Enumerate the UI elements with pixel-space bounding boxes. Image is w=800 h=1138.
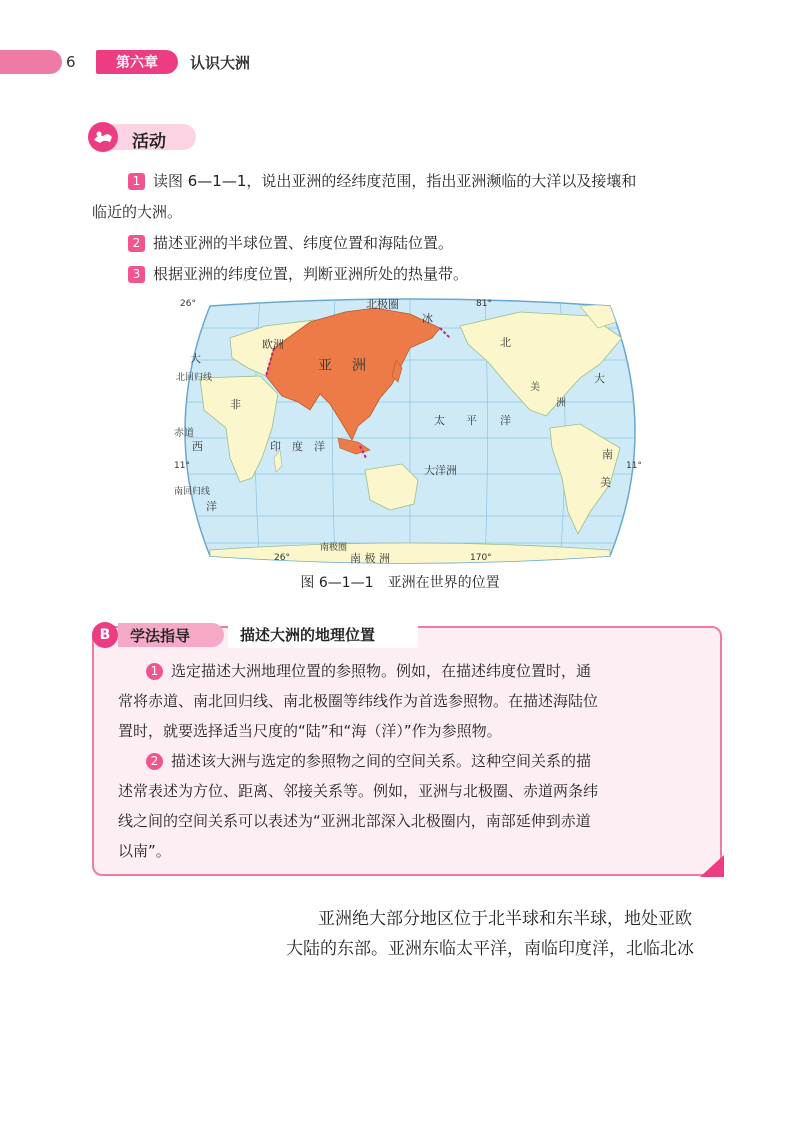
guide-paragraph-2: 2 描述该大洲与选定的参照物之间的空间关系。这种空间关系的描 述常表述为方位、距离、邻接关系等。例如，亚洲与北极圈、赤道两条纬 线之间的空间关系可以表述为“亚洲北部深入北极圈内，南部延伸到赤道 以南”。: [118, 752, 599, 860]
map-label: 南极圈: [320, 543, 348, 553]
number-badge: 1: [128, 173, 145, 190]
map-label: 洋: [314, 440, 325, 453]
activity-header: [88, 122, 198, 152]
map-label: 北: [500, 336, 511, 349]
map-label: 洲: [352, 358, 366, 374]
guide-icon: B: [92, 622, 118, 648]
guide-title: 描述大洲的地理位置: [240, 626, 376, 644]
map-label: 26°: [274, 553, 290, 563]
number-badge: 3: [128, 266, 145, 283]
page-fold-corner: [700, 855, 724, 877]
figure-caption: 图 6—1—1 亚洲在世界的位置: [300, 575, 500, 591]
header-accent-bar: [0, 50, 62, 74]
activity-item-3: [128, 259, 468, 290]
map-label: 11°: [626, 461, 642, 471]
body-line-1: 亚洲绝大部分地区位于北半球和东半球，地处亚欧: [318, 909, 692, 929]
map-label: 81°: [476, 299, 492, 309]
number-circle: 1: [146, 663, 163, 680]
map-label: 印: [270, 440, 281, 453]
activity-item-1-continued: 临近的大洲。: [92, 203, 183, 221]
map-label: 赤道: [174, 428, 194, 439]
guide-paragraph-1: 1 选定描述大洲地理位置的参照物。例如，在描述纬度位置时，通 常将赤道、南北回归线、南北极圈等纬线作为首选参照物。在描述海陆位 置时，就要选择适当尺度的“陆”和“海（洋）”作为参照物。: [118, 662, 599, 740]
number-badge: 2: [128, 235, 145, 252]
map-label: 大洋洲: [424, 464, 457, 477]
map-label: 平: [466, 414, 477, 427]
activity-item-text: 根据亚洲的纬度位置，判断亚洲所处的热量带。: [153, 265, 469, 283]
map-label: 26°: [180, 299, 196, 309]
map-label: 大: [594, 372, 605, 385]
map-label: 洋: [500, 414, 511, 427]
activity-item-text: 描述亚洲的半球位置、纬度位置和海陆位置。: [153, 234, 454, 252]
chapter-title: 认识大洲: [190, 54, 251, 72]
body-line-2: 大陆的东部。亚洲东临太平洋，南临印度洋，北临北冰: [286, 939, 694, 959]
map-label: 南: [602, 448, 613, 461]
map-label: 冰: [422, 312, 433, 325]
chapter-badge: 第六章: [96, 50, 178, 74]
map-label: 西: [192, 440, 203, 453]
map-label: 洋: [206, 500, 217, 513]
map-label: 美: [600, 476, 611, 489]
world-map: [170, 298, 650, 564]
hands-icon: [88, 122, 118, 152]
map-label: 非: [230, 398, 241, 411]
page-number: 6: [66, 53, 76, 71]
map-label: 大: [190, 352, 201, 365]
activity-item-2: [128, 228, 453, 259]
activity-item-1: [128, 166, 636, 197]
guide-label: 学法指导: [130, 627, 191, 645]
map-label: 欧洲: [262, 338, 284, 351]
map-label: 太: [434, 414, 445, 427]
map-label: 洲: [556, 398, 566, 409]
map-label: 美: [530, 382, 540, 393]
map-label: 南回归线: [174, 487, 211, 497]
map-label: 北极圈: [366, 298, 399, 311]
activity-item-text: 读图 6—1—1，说出亚洲的经纬度范围，指出亚洲濒临的大洋以及接壤和: [153, 172, 637, 190]
map-label: 170°: [470, 553, 492, 563]
page-header: [0, 50, 250, 74]
map-label: 11°: [174, 461, 190, 471]
map-label: 亚: [318, 358, 332, 374]
map-label: 北回归线: [176, 373, 213, 383]
map-label: 南 极 洲: [350, 552, 390, 564]
activity-label: 活动: [132, 132, 166, 152]
antarctica-landmass: [210, 543, 610, 564]
map-label: 度: [292, 440, 303, 453]
number-circle: 2: [146, 753, 163, 770]
